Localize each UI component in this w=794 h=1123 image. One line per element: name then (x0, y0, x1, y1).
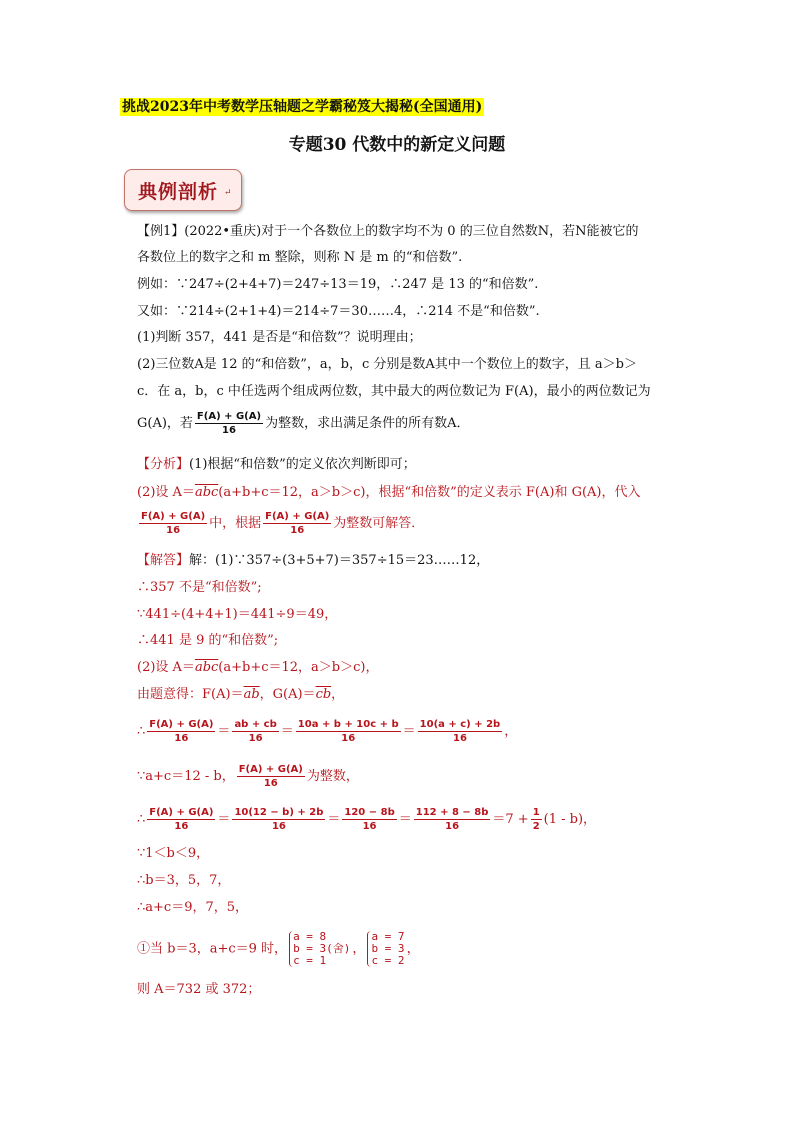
return-mark-icon: ↵ (224, 188, 232, 198)
solution-line-13: ①当 b＝3，a+c＝9 时， a = 8 b = 3(舍) c = 1 ， a = 7 b = 3 c = 2 ， (137, 930, 420, 967)
problem-line-5: (1)判断 357，441 是否是“和倍数”？说明理由； (137, 330, 422, 345)
solution-line-12: ∴a+c＝9，7，5， (137, 900, 249, 915)
page-title: 专题30 代数中的新定义问题 (288, 135, 506, 155)
equation-system: a = 7 b = 3 c = 2 (367, 931, 404, 967)
solution-line-14: 则 A＝732 或 372； (137, 982, 261, 997)
fraction: $\frac{10(12 - b) + 2b}{16}$ (234, 807, 324, 832)
solution-line-3: ∵441÷(4+4+1)＝441÷9＝49， (137, 607, 338, 622)
section-heading: 典例剖析 (138, 181, 219, 203)
fraction: $\frac{112 + 8 - 8b}{16}$ (415, 807, 489, 832)
analysis-line-3: $\frac{F(A) + G(A)}{16}$ 中，根据 $\frac{F(A) + G(A)}{16}$ 为整数可解答． (141, 511, 425, 536)
fraction: $\frac{1}{2}$ (532, 807, 540, 832)
fraction: $\frac{F(A) + G(A)}{16}$ (149, 719, 214, 744)
fraction: $\frac{F(A) + G(A)}{16}$ (141, 511, 206, 536)
solution-line-9: ∴ $\frac{F(A) + G(A)}{16}$ ＝ $\frac{10(12 - b) + 2b}{16}$ ＝ $\frac{120 - 8b}{16}$ ＝ $\frac{112 + 8 - 8b}{16}$ ＝7 + $\frac{1}{2}$ (1 - b)， (137, 807, 597, 832)
solution-label: 【解答】 (137, 553, 190, 568)
problem-line-2: 各数位上的数字之和 m 整除，则称 N 是 m 的“和倍数”. (137, 250, 463, 265)
analysis-label: 【分析】 (137, 457, 190, 472)
solution-line-4: ∴441 是 9 的“和倍数”; (137, 633, 279, 648)
problem-line-4: 又如：∵214÷(2+1+4)＝214÷7＝30……4，∴214 不是“和倍数”. (137, 304, 540, 319)
fraction: $\frac{120 - 8b}{16}$ (344, 807, 395, 832)
solution-line-7: ∴ $\frac{F(A) + G(A)}{16}$ ＝ $\frac{ab + cb}{16}$ ＝ $\frac{10a + b + 10c + b}{16}$ ＝ $\frac{10(a + c) + 2b}{16}$ ， (137, 719, 518, 744)
solution-line-8: ∵a+c＝12 - b， $\frac{F(A) + G(A)}{16}$ 为整数， (137, 764, 359, 789)
solution-line-6: 由题意得：$F(A)=\overline{ab}$，$G(A)=\overline{cb}$， (137, 687, 345, 702)
fraction: $\frac{F(A) + G(A)}{16}$ (196, 411, 262, 436)
solution-line-10: ∵1＜b＜9， (137, 846, 210, 861)
solution-line-5: (2)设 $A=\overline{abc}(a+b+c=12$，a＞b＞c)， (137, 660, 379, 675)
series-banner: 挑战2023年中考数学压轴题之学霸秘笈大揭秘(全国通用) (122, 99, 483, 115)
fraction: $\frac{F(A) + G(A)}{16}$ (149, 807, 214, 832)
analysis-line-1: 【分析】(1)根据“和倍数”的定义依次判断即可； (137, 457, 416, 472)
fraction: $\frac{F(A) + G(A)}{16}$ (265, 511, 330, 536)
section-heading-box (124, 169, 242, 211)
fraction: $\frac{ab + cb}{16}$ (234, 719, 277, 744)
equation-system: a = 8 b = 3(舍) c = 1 (289, 931, 350, 967)
fraction: $\frac{F(A) + G(A)}{16}$ (238, 764, 303, 789)
fraction: $\frac{10a + b + 10c + b}{16}$ (297, 719, 399, 744)
fraction: $\frac{10(a + c) + 2b}{16}$ (419, 719, 501, 744)
problem-line-6: (2)三位数A是 12 的“和倍数”，a，b，c 分别是数A其中一个数位上的数字，且 a＞b＞ (137, 357, 637, 372)
problem-line-3: 例如：∵247÷(2+4+7)＝247÷13＝19，∴247 是 13 的“和倍数”. (137, 277, 539, 292)
solution-line-1: 【解答】解：(1)∵357÷(3+5+7)＝357÷15＝23……12， (137, 553, 490, 568)
analysis-line-2: (2)设 $A=\overline{abc}(a+b+c=12$，a＞b＞c)，根据“和倍数”的定义表示 F(A)和 G(A)，代入 (137, 485, 641, 500)
solution-line-11: ∴b＝3，5，7， (137, 873, 231, 888)
problem-line-1: 【例1】(2022•重庆)对于一个各数位上的数字均不为 0 的三位自然数N，若N能被它的 (137, 224, 639, 239)
problem-line-7: c．在 a，b，c 中任选两个组成两位数，其中最大的两位数记为 F(A)，最小的两位数记为 (137, 384, 651, 399)
problem-line-8: G(A)，若 $\frac{F(A) + G(A)}{16}$ 为整数，求出满足条件的所有数A． (137, 411, 470, 436)
solution-line-2: ∴357 不是“和倍数”; (137, 580, 262, 595)
